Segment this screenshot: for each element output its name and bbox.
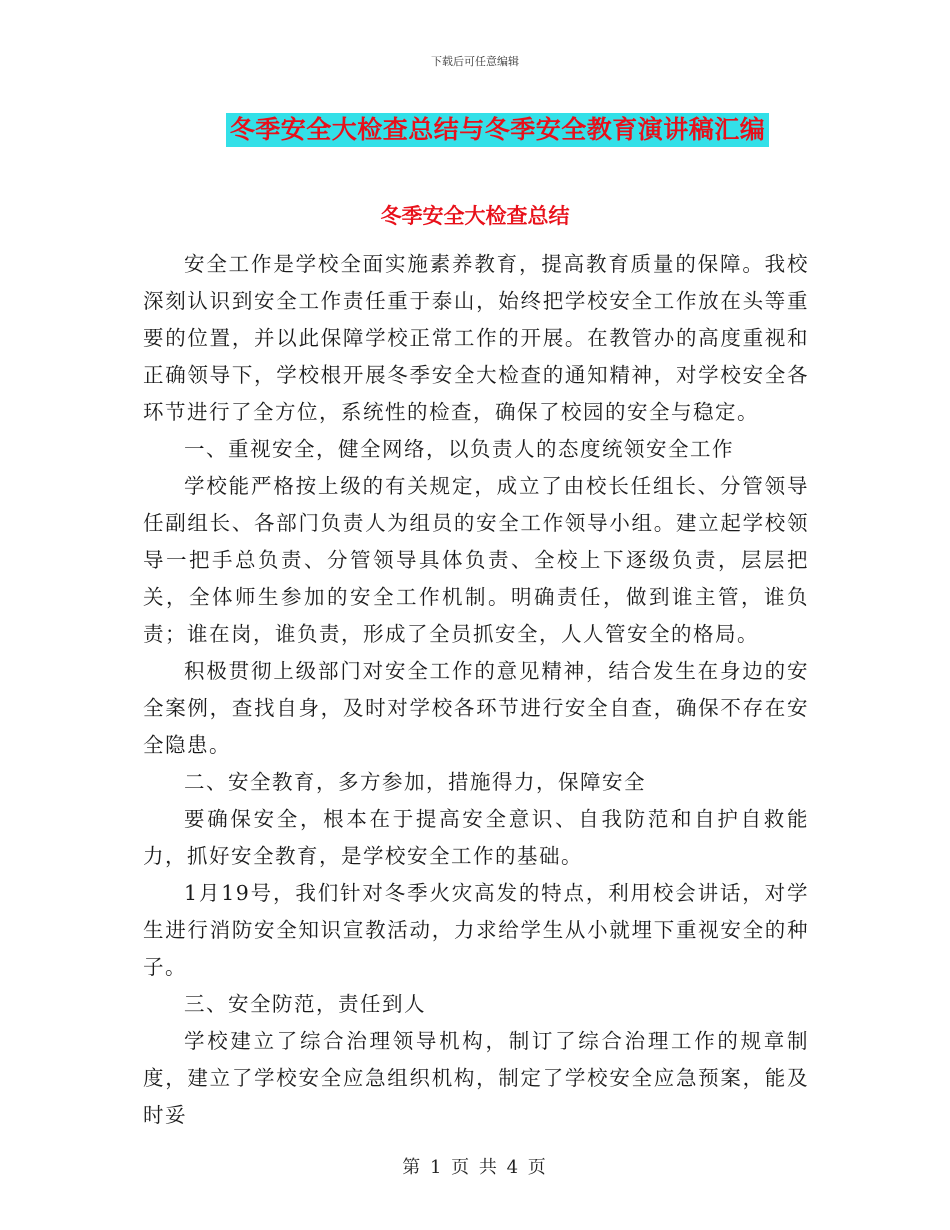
paragraph: 1月19号，我们针对冬季火灾高发的特点，利用校会讲话，对学生进行消防安全知识宣教活动，力求给学生从小就埋下重视安全的种子。 [143, 881, 809, 979]
section-title: 冬季安全大检查总结 [380, 203, 570, 228]
main-title: 冬季安全大检查总结与冬季安全教育演讲稿汇编 [226, 113, 770, 147]
heading-3: 三、安全防范，责任到人 [184, 992, 426, 1016]
heading-2: 二、安全教育，多方参加，措施得力，保障安全 [184, 770, 646, 794]
document-body [143, 246, 809, 1134]
header-note: 下载后可任意编辑 [431, 55, 519, 68]
paragraph: 学校能严格按上级的有关规定，成立了由校长任组长、分管领导任副组长、各部门负责人为组员的安全工作领导小组。建立起学校领导一把手总负责、分管领导具体负责、全校上下逐级负责，层层把关，全体师生参加的安全工作机制。明确责任，做到谁主管，谁负责；谁在岗，谁负责，形成了全员抓安全，人人管安全的格局。 [143, 474, 809, 646]
paragraph: 要确保安全，根本在于提高安全意识、自我防范和自护自救能力，抓好安全教育，是学校安全工作的基础。 [143, 807, 809, 868]
heading-1: 一、重视安全，健全网络，以负责人的态度统领安全工作 [184, 437, 734, 461]
paragraph: 积极贯彻上级部门对安全工作的意见精神，结合发生在身边的安全案例，查找自身，及时对学校各环节进行安全自查，确保不存在安全隐患。 [143, 659, 809, 757]
page-footer: 第 1 页 共 4 页 [402, 1157, 548, 1178]
paragraph: 学校建立了综合治理领导机构，制订了综合治理工作的规章制度，建立了学校安全应急组织机构，制定了学校安全应急预案，能及时妥 [143, 1029, 809, 1127]
main-title-container [0, 113, 950, 147]
paragraph-intro: 安全工作是学校全面实施素养教育，提高教育质量的保障。我校深刻认识到安全工作责任重于泰山，始终把学校安全工作放在头等重要的位置，并以此保障学校正常工作的开展。在教管办的高度重视和正确领导下，学校根开展冬季安全大检查的通知精神，对学校安全各环节进行了全方位，系统性的检查，确保了校园的安全与稳定。 [143, 252, 809, 424]
